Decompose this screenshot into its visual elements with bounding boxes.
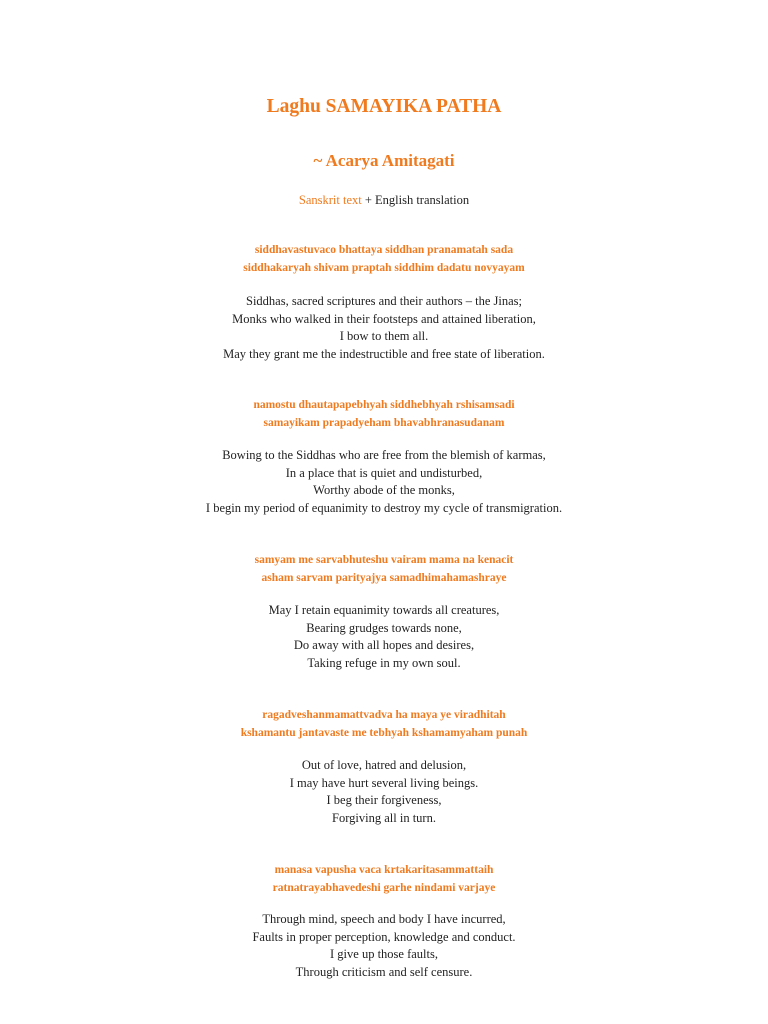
verse-line: samyam me sarvabhuteshu vairam mama na kenacit <box>254 554 514 566</box>
verse-line: siddhavastuvaco bhattaya siddhan pranamatah sada <box>254 244 514 256</box>
translation-line: Bearing grudges towards none, <box>306 620 462 635</box>
verse-line: siddhakaryah shivam praptah siddhim dadatu novyayam <box>243 262 525 274</box>
sanskrit-verse-3 <box>0 551 768 587</box>
verse-line: ratnatrayabhavedeshi garhe nindami varjaye <box>272 882 496 894</box>
translation-line: Faults in proper perception, knowledge and conduct. <box>252 929 516 944</box>
subtitle-sanskrit-label: Sanskrit text <box>298 193 362 207</box>
translation-line: I beg their forgiveness, <box>326 793 442 807</box>
translation-line: May they grant me the indestructible and free state of liberation. <box>223 346 545 361</box>
translation-line: Forgiving all in turn. <box>332 810 436 825</box>
translation-line: Siddhas, sacred scriptures and their authors – the Jinas; <box>246 294 522 308</box>
translation-line: Taking refuge in my own soul. <box>307 655 461 670</box>
translation-line: I give up those faults, <box>330 947 438 961</box>
sanskrit-verse-2 <box>0 396 768 432</box>
translation-line: May I retain equanimity towards all creatures, <box>268 603 500 617</box>
translation-5 <box>0 911 768 981</box>
translation-line: Do away with all hopes and desires, <box>293 638 475 652</box>
verse-line: asham sarvam parityajya samadhimahamashraye <box>261 572 507 584</box>
verse-line: samayikam prapadyeham bhavabhranasudanam <box>263 417 505 429</box>
sanskrit-verse-5 <box>0 861 768 897</box>
translation-line: Monks who walked in their footsteps and attained liberation, <box>232 311 536 326</box>
translation-line: Through criticism and self censure. <box>295 964 473 979</box>
subtitle <box>0 191 768 209</box>
translation-line: Out of love, hatred and delusion, <box>301 758 467 772</box>
translation-2 <box>0 447 768 517</box>
translation-line: Worthy abode of the monks, <box>313 483 455 497</box>
sanskrit-verse-4 <box>0 706 768 742</box>
verse-line: ragadveshanmamattvadva ha maya ye viradhitah <box>262 709 506 721</box>
verse-line: kshamantu jantavaste me tebhyah kshamamyaham punah <box>240 727 528 739</box>
translation-line: I begin my period of equanimity to destroy my cycle of transmigration. <box>205 500 563 515</box>
translation-line: I may have hurt several living beings. <box>289 775 479 790</box>
translation-3 <box>0 602 768 672</box>
verse-line: manasa vapusha vaca krtakaritasammattaih <box>274 864 494 876</box>
translation-4 <box>0 757 768 827</box>
translation-line: Bowing to the Siddhas who are free from the blemish of karmas, <box>222 448 546 462</box>
page-title: Laghu SAMAYIKA PATHA <box>266 96 502 117</box>
sanskrit-verse-1 <box>0 241 768 277</box>
subtitle-rest: + English translation <box>361 193 470 207</box>
author-line: ~ Acarya Amitagati <box>313 151 455 170</box>
translation-line: Through mind, speech and body I have incurred, <box>262 912 506 926</box>
translation-1 <box>0 293 768 363</box>
translation-line: I bow to them all. <box>339 329 429 343</box>
verse-line: namostu dhautapapebhyah siddhebhyah rshisamsadi <box>253 399 515 411</box>
translation-line: In a place that is quiet and undisturbed, <box>285 465 483 480</box>
